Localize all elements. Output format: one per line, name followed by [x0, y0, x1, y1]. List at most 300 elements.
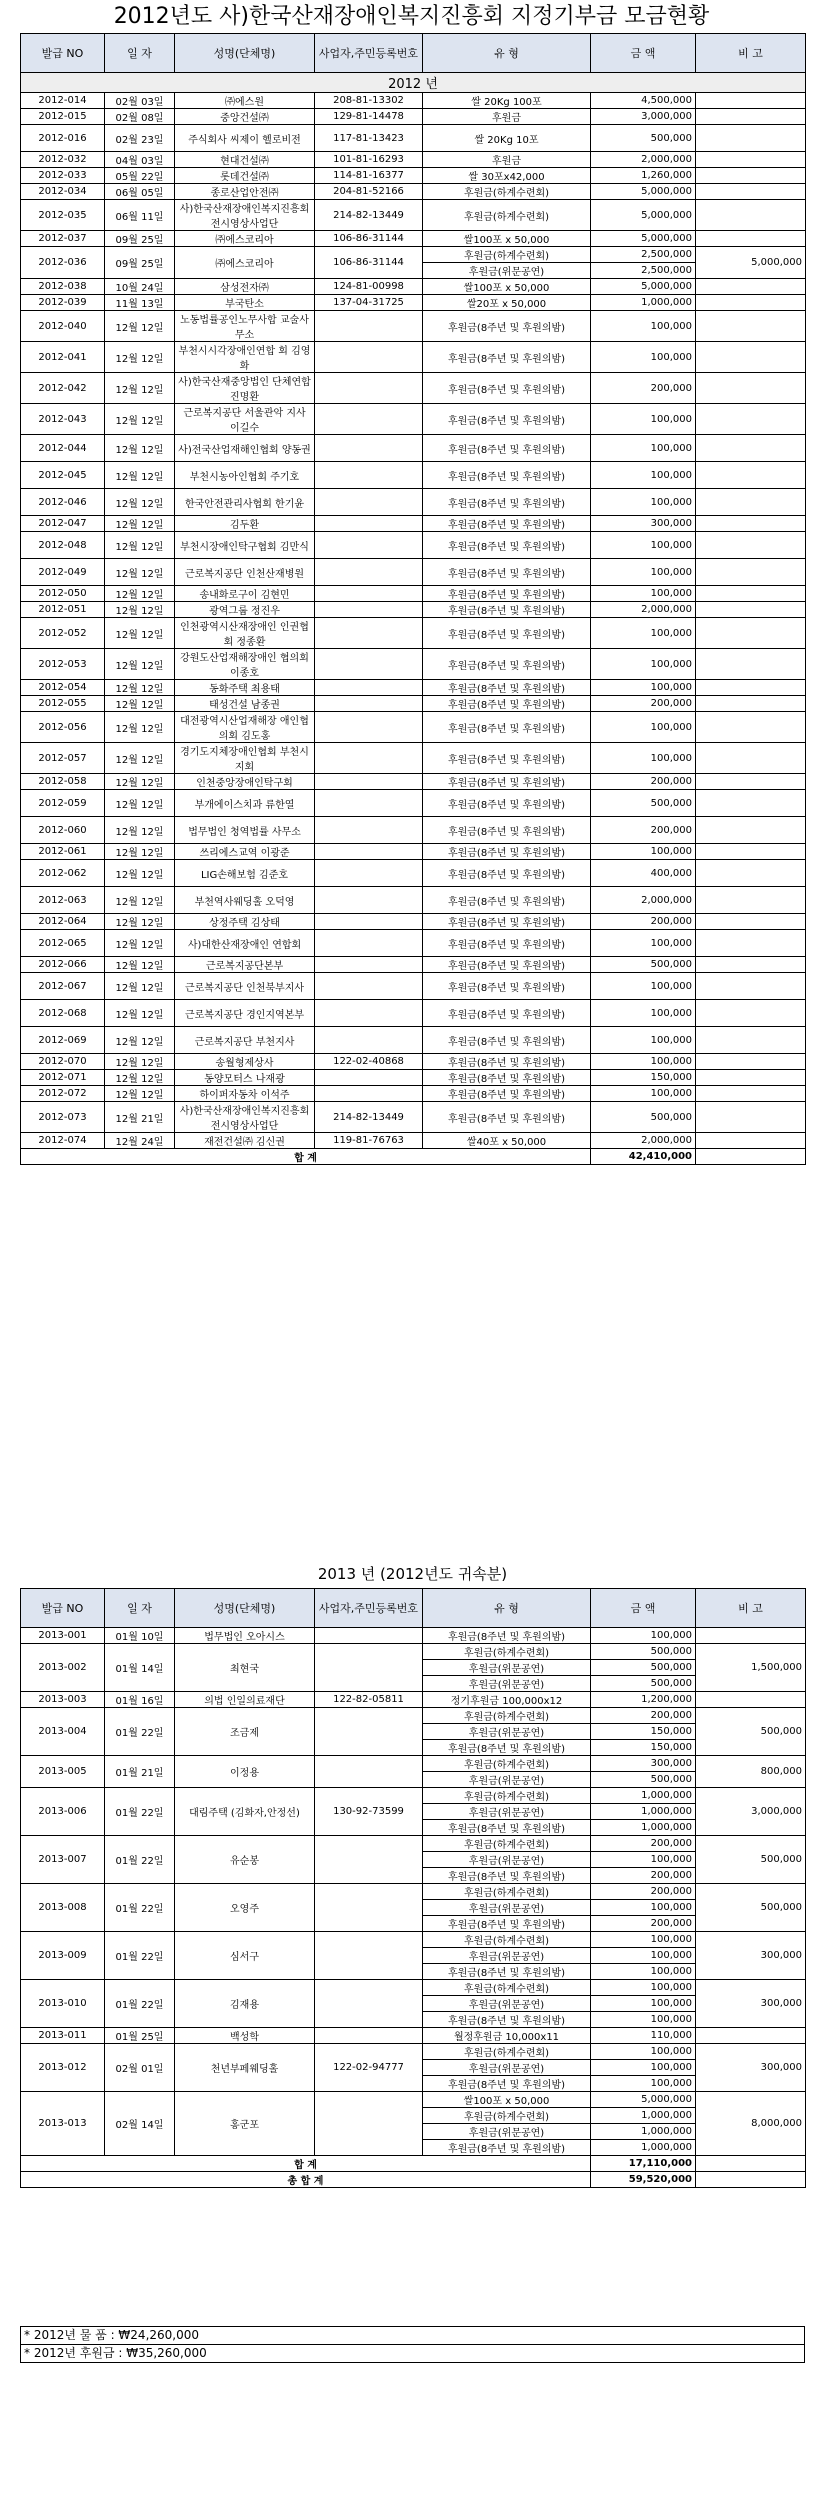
cell-issue-no: 2012-069	[21, 1027, 105, 1054]
cell-issue-no: 2012-038	[21, 279, 105, 295]
cell-date: 01월 22일	[105, 1708, 175, 1756]
cell-registration-no: 117-81-13423	[315, 125, 423, 152]
table-row	[21, 247, 806, 263]
cell-type: 후원금(8주년 및 후원의밤)	[423, 1000, 591, 1027]
cell-type: 쌀20포 x 50,000	[423, 295, 591, 311]
cell-name: ㈜에스원	[175, 93, 315, 109]
cell-name: 근로복지공단 인천산재병원	[175, 559, 315, 586]
cell-issue-no: 2013-010	[21, 1980, 105, 2028]
table-row	[21, 532, 806, 559]
cell-date: 12월 12일	[105, 1070, 175, 1086]
cell-amount: 100,000	[591, 1948, 696, 1964]
cell-date: 12월 12일	[105, 774, 175, 790]
cell-name: 근로복지공단 인천북부지사	[175, 973, 315, 1000]
cell-registration-no	[315, 559, 423, 586]
cell-remark	[696, 125, 806, 152]
cell-amount: 100,000	[591, 618, 696, 649]
cell-amount: 100,000	[591, 1996, 696, 2012]
table-row	[21, 586, 806, 602]
cell-date: 12월 12일	[105, 696, 175, 712]
cell-name: 한국안전관리사협회 한기윤	[175, 489, 315, 516]
cell-date: 12월 12일	[105, 373, 175, 404]
cell-type: 쌀 30포x42,000	[423, 168, 591, 184]
cell-name: 유순봉	[175, 1836, 315, 1884]
cell-name: 대림주택 (김화자,안정선)	[175, 1788, 315, 1836]
cell-amount: 100,000	[591, 2044, 696, 2060]
cell-name: 김두환	[175, 516, 315, 532]
cell-type: 후원금(8주년 및 후원의밤)	[423, 311, 591, 342]
cell-registration-no	[315, 887, 423, 914]
cell-remark	[696, 680, 806, 696]
notes	[20, 2326, 805, 2363]
table-row	[21, 696, 806, 712]
cell-type: 후원금(위문공연)	[423, 2060, 591, 2076]
cell-registration-no	[315, 516, 423, 532]
table-row	[21, 125, 806, 152]
cell-type: 후원금(8주년 및 후원의밤)	[423, 462, 591, 489]
cell-remark	[696, 743, 806, 774]
cell-type: 후원금(위문공연)	[423, 1948, 591, 1964]
cell-remark	[696, 184, 806, 200]
cell-remark	[696, 1070, 806, 1086]
cell-type: 쌀100포 x 50,000	[423, 231, 591, 247]
cell-date: 02월 23일	[105, 125, 175, 152]
cell-issue-no: 2012-046	[21, 489, 105, 516]
cell-date: 12월 12일	[105, 311, 175, 342]
cell-amount: 500,000	[591, 1644, 696, 1660]
cell-date: 12월 12일	[105, 1086, 175, 1102]
cell-type: 후원금(8주년 및 후원의밤)	[423, 1868, 591, 1884]
cell-remark	[696, 2028, 806, 2044]
cell-remark	[696, 1027, 806, 1054]
table-row	[21, 1932, 806, 1948]
table-row	[21, 1884, 806, 1900]
cell-name: 하이퍼자동차 이석주	[175, 1086, 315, 1102]
cell-date: 12월 12일	[105, 973, 175, 1000]
cell-registration-no	[315, 435, 423, 462]
cell-registration-no	[315, 586, 423, 602]
cell-date: 01월 22일	[105, 1836, 175, 1884]
table-row	[21, 1692, 806, 1708]
total-row	[21, 1149, 806, 1165]
cell-issue-no: 2012-039	[21, 295, 105, 311]
cell-registration-no	[315, 1980, 423, 2028]
table-row	[21, 2044, 806, 2060]
cell-name: 사)한국산재장애인복지진흥회 전시영상사업단	[175, 1102, 315, 1133]
cell-type: 후원금(하계수련회)	[423, 1980, 591, 1996]
cell-type: 후원금(8주년 및 후원의밤)	[423, 2012, 591, 2028]
cell-registration-no	[315, 844, 423, 860]
cell-date: 12월 12일	[105, 618, 175, 649]
cell-type: 후원금(8주년 및 후원의밤)	[423, 1916, 591, 1932]
cell-issue-no: 2013-011	[21, 2028, 105, 2044]
cell-type: 후원금(8주년 및 후원의밤)	[423, 712, 591, 743]
cell-type: 후원금(하계수련회)	[423, 247, 591, 263]
cell-issue-no: 2013-004	[21, 1708, 105, 1756]
cell-amount: 2,500,000	[591, 263, 696, 279]
cell-registration-no	[315, 680, 423, 696]
cell-remark	[696, 930, 806, 957]
cell-name: 주식회사 씨제이 헬로비전	[175, 125, 315, 152]
cell-name: 광역그룹 정진우	[175, 602, 315, 618]
cell-registration-no	[315, 532, 423, 559]
cell-remark	[696, 973, 806, 1000]
cell-name: 동화주택 최용태	[175, 680, 315, 696]
cell-amount: 150,000	[591, 1070, 696, 1086]
cell-remark	[696, 295, 806, 311]
cell-amount: 100,000	[591, 1852, 696, 1868]
cell-registration-no: 101-81-16293	[315, 152, 423, 168]
cell-name: 이정용	[175, 1756, 315, 1788]
cell-issue-no: 2012-072	[21, 1086, 105, 1102]
cell-type: 후원금(8주년 및 후원의밤)	[423, 602, 591, 618]
table-row	[21, 618, 806, 649]
cell-registration-no: 124-81-00998	[315, 279, 423, 295]
cell-amount: 100,000	[591, 311, 696, 342]
cell-issue-no: 2013-005	[21, 1756, 105, 1788]
cell-date: 05월 22일	[105, 168, 175, 184]
cell-name: 송월형제상사	[175, 1054, 315, 1070]
cell-registration-no	[315, 1932, 423, 1980]
cell-name: 인천광역시산재장애인 인권협회 정종환	[175, 618, 315, 649]
cell-date: 12월 12일	[105, 602, 175, 618]
cell-issue-no: 2012-043	[21, 404, 105, 435]
cell-amount: 1,000,000	[591, 2108, 696, 2124]
cell-registration-no: 122-02-40868	[315, 1054, 423, 1070]
cell-type: 후원금(하계수련회)	[423, 1788, 591, 1804]
cell-date: 12월 12일	[105, 1000, 175, 1027]
table-row	[21, 1836, 806, 1852]
cell-remark	[696, 200, 806, 231]
table-row	[21, 152, 806, 168]
cell-remark: 8,000,000	[696, 2092, 806, 2156]
cell-date: 01월 22일	[105, 1980, 175, 2028]
cell-type: 후원금(8주년 및 후원의밤)	[423, 342, 591, 373]
cell-type: 월정후원금 10,000x11	[423, 2028, 591, 2044]
cell-amount: 5,000,000	[591, 231, 696, 247]
cell-registration-no: 204-81-52166	[315, 184, 423, 200]
cell-amount: 1,000,000	[591, 1788, 696, 1804]
table-row	[21, 680, 806, 696]
cell-date: 06월 05일	[105, 184, 175, 200]
cell-remark	[696, 712, 806, 743]
cell-date: 12월 12일	[105, 532, 175, 559]
table-row	[21, 559, 806, 586]
table-row	[21, 462, 806, 489]
cell-name: 강원도산업재해장애인 협의회 이종호	[175, 649, 315, 680]
cell-amount: 1,000,000	[591, 1820, 696, 1836]
cell-amount: 100,000	[591, 930, 696, 957]
cell-type: 후원금(8주년 및 후원의밤)	[423, 532, 591, 559]
cell-date: 12월 12일	[105, 743, 175, 774]
cell-remark	[696, 887, 806, 914]
cell-name: 심서구	[175, 1932, 315, 1980]
cell-amount: 2,000,000	[591, 602, 696, 618]
header-registration-no: 사업자,주민등록번호	[315, 34, 423, 73]
cell-remark: 5,000,000	[696, 247, 806, 279]
cell-issue-no: 2013-003	[21, 1692, 105, 1708]
cell-issue-no: 2012-060	[21, 817, 105, 844]
cell-name: 롯데건설㈜	[175, 168, 315, 184]
cell-date: 01월 22일	[105, 1932, 175, 1980]
cell-date: 12월 12일	[105, 860, 175, 887]
cell-remark	[696, 311, 806, 342]
cell-type: 후원금(하계수련회)	[423, 200, 591, 231]
cell-date: 12월 12일	[105, 435, 175, 462]
table-row	[21, 1027, 806, 1054]
table-row	[21, 435, 806, 462]
cell-type: 후원금(위문공연)	[423, 1804, 591, 1820]
cell-amount: 100,000	[591, 712, 696, 743]
table-row	[21, 649, 806, 680]
cell-amount: 100,000	[591, 1932, 696, 1948]
cell-amount: 1,000,000	[591, 1804, 696, 1820]
cell-remark	[696, 774, 806, 790]
cell-amount: 150,000	[591, 1740, 696, 1756]
cell-type: 후원금(8주년 및 후원의밤)	[423, 1964, 591, 1980]
total-row	[21, 2156, 806, 2172]
cell-name: 삼성전자㈜	[175, 279, 315, 295]
cell-name: ㈜에스코리아	[175, 247, 315, 279]
header-name: 성명(단체명)	[175, 34, 315, 73]
cell-amount: 1,260,000	[591, 168, 696, 184]
table-row	[21, 279, 806, 295]
cell-name: 오영주	[175, 1884, 315, 1932]
cell-name: 태성건설 남종권	[175, 696, 315, 712]
cell-remark	[696, 1133, 806, 1149]
header-row	[21, 34, 806, 73]
cell-issue-no: 2012-067	[21, 973, 105, 1000]
grand-total-amount: 59,520,000	[591, 2172, 696, 2188]
cell-date: 12월 12일	[105, 790, 175, 817]
cell-remark: 300,000	[696, 2044, 806, 2092]
cell-amount: 100,000	[591, 1980, 696, 1996]
cell-name: 부천역사웨딩홀 오덕영	[175, 887, 315, 914]
grand-total-row	[21, 2172, 806, 2188]
total-amount: 42,410,000	[591, 1149, 696, 1165]
cell-date: 12월 12일	[105, 462, 175, 489]
cell-remark	[696, 696, 806, 712]
cell-registration-no: 208-81-13302	[315, 93, 423, 109]
cell-type: 후원금(8주년 및 후원의밤)	[423, 649, 591, 680]
cell-issue-no: 2012-058	[21, 774, 105, 790]
cell-type: 후원금(8주년 및 후원의밤)	[423, 435, 591, 462]
cell-issue-no: 2012-068	[21, 1000, 105, 1027]
cell-issue-no: 2012-042	[21, 373, 105, 404]
cell-type: 후원금(위문공연)	[423, 263, 591, 279]
cell-amount: 100,000	[591, 2012, 696, 2028]
cell-date: 09월 25일	[105, 247, 175, 279]
cell-registration-no	[315, 602, 423, 618]
year-label: 2012 년	[21, 73, 806, 93]
cell-name: 법무법인 오아시스	[175, 1628, 315, 1644]
cell-amount: 100,000	[591, 435, 696, 462]
cell-registration-no	[315, 930, 423, 957]
cell-registration-no	[315, 489, 423, 516]
total-remark	[696, 1149, 806, 1165]
table-row	[21, 774, 806, 790]
table-row	[21, 295, 806, 311]
cell-remark	[696, 957, 806, 973]
cell-name: 부천시장애인탁구협회 김만식	[175, 532, 315, 559]
cell-issue-no: 2012-037	[21, 231, 105, 247]
cell-remark	[696, 373, 806, 404]
cell-amount: 200,000	[591, 696, 696, 712]
cell-name: 근로복지공단 부천지사	[175, 1027, 315, 1054]
cell-issue-no: 2013-002	[21, 1644, 105, 1692]
cell-date: 09월 25일	[105, 231, 175, 247]
cell-registration-no	[315, 2092, 423, 2156]
cell-name: 상정주택 김상태	[175, 914, 315, 930]
cell-amount: 110,000	[591, 2028, 696, 2044]
cell-registration-no	[315, 914, 423, 930]
cell-issue-no: 2013-009	[21, 1932, 105, 1980]
cell-remark	[696, 844, 806, 860]
total-remark	[696, 2156, 806, 2172]
cell-date: 01월 22일	[105, 1788, 175, 1836]
cell-amount: 1,200,000	[591, 1692, 696, 1708]
cell-registration-no: 114-81-16377	[315, 168, 423, 184]
cell-amount: 300,000	[591, 516, 696, 532]
cell-type: 후원금(하계수련회)	[423, 1884, 591, 1900]
cell-issue-no: 2012-051	[21, 602, 105, 618]
cell-amount: 150,000	[591, 1724, 696, 1740]
cell-issue-no: 2012-054	[21, 680, 105, 696]
cell-amount: 500,000	[591, 1676, 696, 1692]
cell-amount: 5,000,000	[591, 200, 696, 231]
table-row	[21, 957, 806, 973]
cell-issue-no: 2013-012	[21, 2044, 105, 2092]
cell-type: 후원금(위문공연)	[423, 2124, 591, 2140]
cell-type: 후원금(8주년 및 후원의밤)	[423, 2076, 591, 2092]
cell-type: 후원금(8주년 및 후원의밤)	[423, 586, 591, 602]
cell-amount: 100,000	[591, 1054, 696, 1070]
cell-issue-no: 2012-040	[21, 311, 105, 342]
cell-amount: 200,000	[591, 1868, 696, 1884]
cell-name: 재전건설㈜ 김신권	[175, 1133, 315, 1149]
cell-remark	[696, 516, 806, 532]
cell-type: 후원금(8주년 및 후원의밤)	[423, 914, 591, 930]
cell-registration-no	[315, 1628, 423, 1644]
cell-remark	[696, 1054, 806, 1070]
cell-registration-no: 119-81-76763	[315, 1133, 423, 1149]
cell-name: 중앙건설㈜	[175, 109, 315, 125]
total-label: 합 계	[21, 1149, 591, 1165]
cell-type: 후원금(8주년 및 후원의밤)	[423, 930, 591, 957]
cell-registration-no	[315, 404, 423, 435]
cell-remark: 300,000	[696, 1932, 806, 1980]
cell-type: 후원금(위문공연)	[423, 1900, 591, 1916]
cell-remark: 1,500,000	[696, 1644, 806, 1692]
table-row	[21, 602, 806, 618]
cell-amount: 2,000,000	[591, 887, 696, 914]
cell-name: 노동법률공인노무사합 교술사무소	[175, 311, 315, 342]
cell-type: 후원금(8주년 및 후원의밤)	[423, 404, 591, 435]
cell-date: 12월 12일	[105, 649, 175, 680]
table-row	[21, 200, 806, 231]
cell-amount: 500,000	[591, 1102, 696, 1133]
donation-table-2013	[20, 1588, 806, 2188]
cell-date: 02월 03일	[105, 93, 175, 109]
cell-remark	[696, 618, 806, 649]
cell-amount: 300,000	[591, 1756, 696, 1772]
cell-issue-no: 2012-073	[21, 1102, 105, 1133]
cell-amount: 400,000	[591, 860, 696, 887]
cell-name: 사)전국산업재해인협회 양동권	[175, 435, 315, 462]
cell-amount: 200,000	[591, 1708, 696, 1724]
cell-issue-no: 2012-047	[21, 516, 105, 532]
grand-total-remark	[696, 2172, 806, 2188]
cell-type: 후원금(하계수련회)	[423, 1932, 591, 1948]
cell-amount: 5,000,000	[591, 184, 696, 200]
cell-remark	[696, 532, 806, 559]
cell-amount: 100,000	[591, 532, 696, 559]
cell-date: 01월 10일	[105, 1628, 175, 1644]
cell-issue-no: 2012-063	[21, 887, 105, 914]
cell-amount: 2,500,000	[591, 247, 696, 263]
table-row	[21, 404, 806, 435]
cell-registration-no	[315, 973, 423, 1000]
cell-amount: 100,000	[591, 1964, 696, 1980]
cell-remark	[696, 790, 806, 817]
cell-type: 쌀 20Kg 100포	[423, 93, 591, 109]
cell-remark	[696, 1086, 806, 1102]
cell-registration-no: 122-82-05811	[315, 1692, 423, 1708]
cell-registration-no	[315, 1884, 423, 1932]
table-row	[21, 1102, 806, 1133]
cell-registration-no: 137-04-31725	[315, 295, 423, 311]
cell-name: 홍군포	[175, 2092, 315, 2156]
cell-date: 01월 21일	[105, 1756, 175, 1788]
cell-name: 근로복지공단본부	[175, 957, 315, 973]
cell-type: 후원금(하계수련회)	[423, 1756, 591, 1772]
cell-amount: 100,000	[591, 1900, 696, 1916]
cell-name: 부천시농아인협회 주기호	[175, 462, 315, 489]
cell-type: 후원금(8주년 및 후원의밤)	[423, 1070, 591, 1086]
cell-issue-no: 2012-014	[21, 93, 105, 109]
cell-remark	[696, 559, 806, 586]
cell-remark	[696, 860, 806, 887]
cell-registration-no: 106-86-31144	[315, 247, 423, 279]
page-title: 2012년도 사)한국산재장애인복지진흥회 지정기부금 모금현황	[113, 4, 710, 29]
cell-type: 후원금(8주년 및 후원의밤)	[423, 743, 591, 774]
cell-registration-no	[315, 311, 423, 342]
table-row	[21, 231, 806, 247]
cell-registration-no	[315, 1756, 423, 1788]
header-type: 유 형	[423, 1589, 591, 1628]
cell-name: 사)한국산재장애인복지진흥회 전시영상사업단	[175, 200, 315, 231]
grand-total-label: 총 합 계	[21, 2172, 591, 2188]
cell-amount: 5,000,000	[591, 2092, 696, 2108]
cell-issue-no: 2012-057	[21, 743, 105, 774]
cell-remark	[696, 109, 806, 125]
cell-issue-no: 2012-056	[21, 712, 105, 743]
cell-name: 천년부페웨딩홀	[175, 2044, 315, 2092]
cell-date: 12월 12일	[105, 489, 175, 516]
cell-date: 04월 03일	[105, 152, 175, 168]
cell-name: 사)대한산재장애인 연합회	[175, 930, 315, 957]
cell-date: 12월 12일	[105, 844, 175, 860]
cell-name: 동양모터스 나재광	[175, 1070, 315, 1086]
cell-type: 후원금(8주년 및 후원의밤)	[423, 618, 591, 649]
cell-amount: 100,000	[591, 559, 696, 586]
total-amount: 17,110,000	[591, 2156, 696, 2172]
cell-name: 김재용	[175, 1980, 315, 2028]
cell-type: 후원금(8주년 및 후원의밤)	[423, 696, 591, 712]
cell-amount: 100,000	[591, 649, 696, 680]
cell-type: 후원금(8주년 및 후원의밤)	[423, 373, 591, 404]
cell-issue-no: 2012-064	[21, 914, 105, 930]
